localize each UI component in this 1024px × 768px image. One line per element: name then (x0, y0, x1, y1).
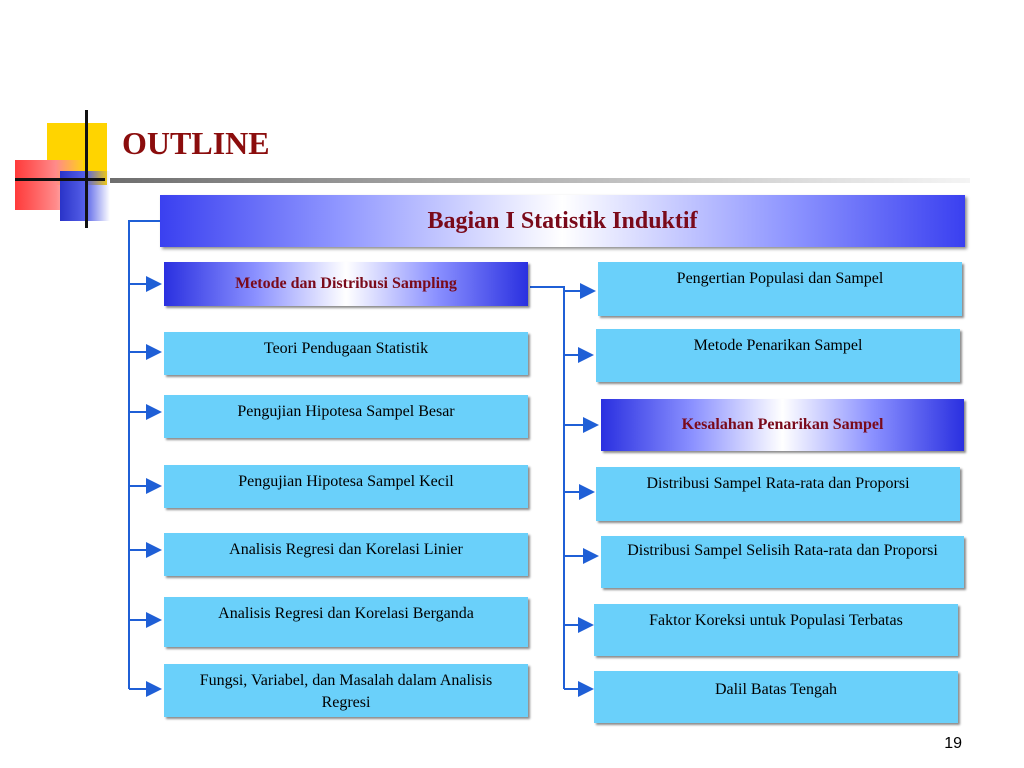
page-number: 19 (944, 735, 962, 752)
left-item-4: Pengujian Hipotesa Sampel Kecil (164, 465, 528, 508)
right-item-3: Kesalahan Penarikan Sampel (601, 399, 964, 451)
left-item-1: Metode dan Distribusi Sampling (164, 262, 528, 306)
right-item-4: Distribusi Sampel Rata-rata dan Proporsi (596, 467, 960, 521)
left-item-5: Analisis Regresi dan Korelasi Linier (164, 533, 528, 576)
section-header: Bagian I Statistik Induktif (160, 195, 965, 247)
left-item-6: Analisis Regresi dan Korelasi Berganda (164, 597, 528, 647)
slide-title: OUTLINE (122, 125, 270, 161)
left-trunk-line (129, 221, 160, 689)
left-item-2: Teori Pendugaan Statistik (164, 332, 528, 375)
right-item-1: Pengertian Populasi dan Sampel (598, 262, 962, 316)
right-trunk-line (530, 287, 564, 689)
right-item-2: Metode Penarikan Sampel (596, 329, 960, 382)
left-item-3: Pengujian Hipotesa Sampel Besar (164, 395, 528, 438)
right-item-7: Dalil Batas Tengah (594, 671, 958, 723)
right-item-5: Distribusi Sampel Selisih Rata-rata dan Proporsi (601, 536, 964, 588)
right-item-6: Faktor Koreksi untuk Populasi Terbatas (594, 604, 958, 656)
left-item-7: Fungsi, Variabel, dan Masalah dalam Analisis Regresi (164, 664, 528, 717)
